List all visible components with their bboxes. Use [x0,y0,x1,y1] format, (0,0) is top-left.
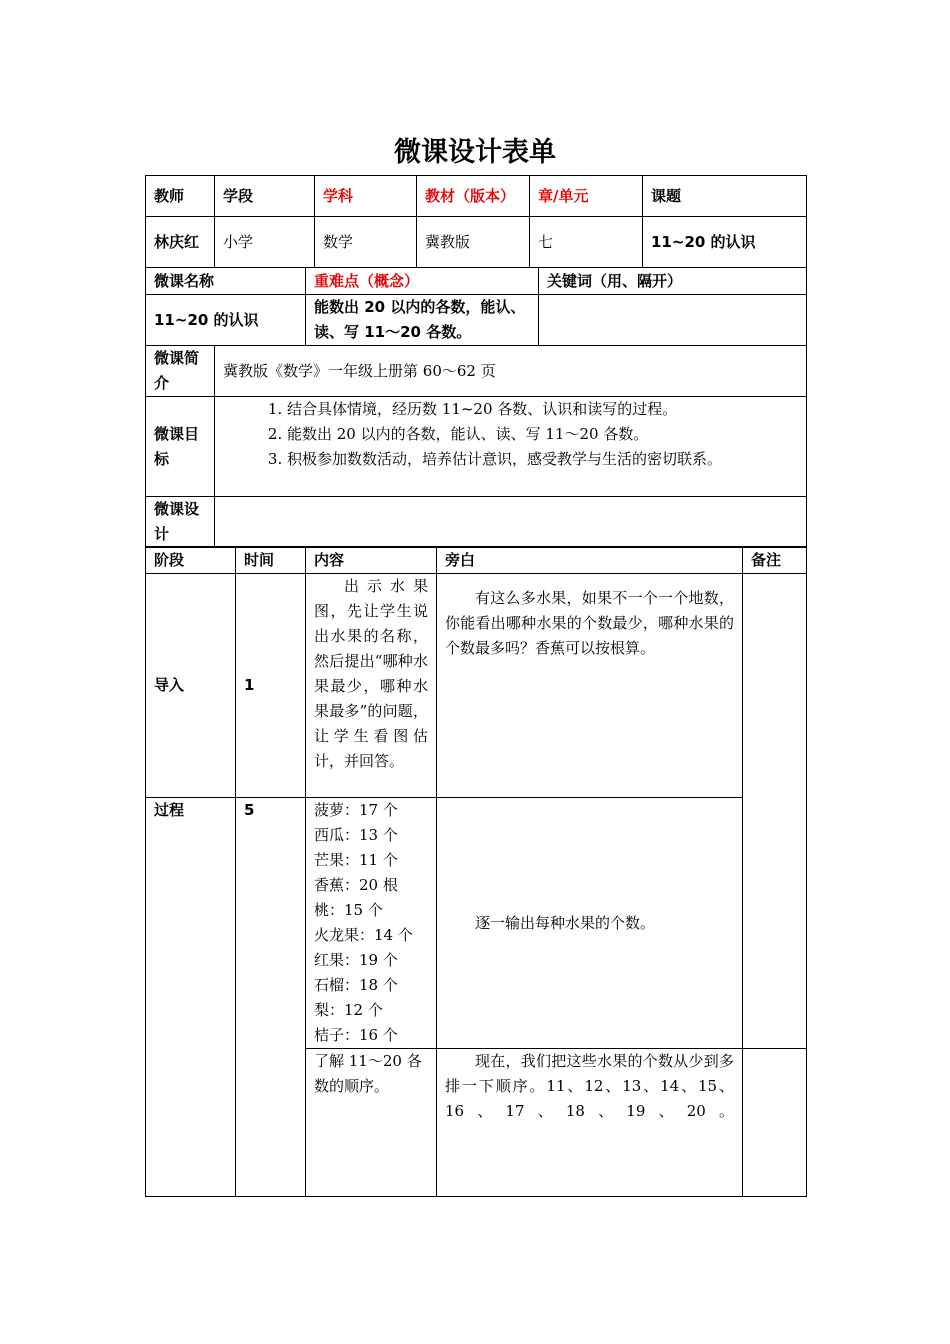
keywords-value [539,295,807,346]
name-table [145,267,807,346]
value-subject: 数学 [315,217,417,268]
info-table [145,175,807,268]
overview-table [145,345,807,548]
header-stage: 学段 [215,176,315,217]
key-point-label: 重难点（概念） [306,268,539,295]
intro-value: 冀教版《数学》一年级上册第 60～62 页 [215,346,807,397]
content-process [306,798,437,1049]
design-value [215,497,807,548]
stage-table [145,546,807,1197]
header-subject: 学科 [315,176,417,217]
value-topic: 11~20 的认识 [643,217,807,268]
goals-list [223,397,798,472]
narration-intro: 有这么多水果，如果不一个一个地数，你能看出哪种水果的个数最少，哪种水果的个数最多吗？香蕉可以按根算。 [437,574,743,798]
value-textbook: 冀教版 [417,217,530,268]
header-teacher: 教师 [146,176,215,217]
goals-cell [215,397,807,497]
document-title: 微课设计表单 [394,137,556,168]
value-chapter: 七 [530,217,643,268]
fruit-count-line: 菠萝：17 个 [314,801,398,819]
fruit-count-line: 芒果：11 个 [314,851,398,869]
stage-process: 过程 [146,798,236,1197]
value-teacher: 林庆红 [146,217,215,268]
header-topic: 课题 [643,176,807,217]
header-textbook: 教材（版本） [417,176,530,217]
goal-item: 3. 积极参加数数活动，培养估计意识，感受教学与生活的密切联系。 [287,447,798,472]
narration-order: 现在，我们把这些水果的个数从少到多排一下顺序。11、12、13、14、15、16、17、18、19、20。 [437,1049,743,1197]
design-label: 微课设计 [146,497,215,548]
header-narration: 旁白 [437,547,743,574]
header-time: 时间 [236,547,306,574]
micro-lesson-name-label: 微课名称 [146,268,306,295]
header-content: 内容 [306,547,437,574]
header-chapter: 章/单元 [530,176,643,217]
goals-label: 微课目标 [146,397,215,497]
content-order: 了解 11～20 各数的顺序。 [306,1049,437,1197]
goal-item: 1. 结合具体情境，经历数 11~20 各数、认识和读写的过程。 [287,397,798,422]
fruit-count-line: 桃：15 个 [314,901,383,919]
remarks-order [743,1049,807,1197]
micro-lesson-name-value: 11~20 的认识 [146,295,306,346]
fruit-count-line: 石榴：18 个 [314,976,398,994]
fruit-count-line: 桔子：16 个 [314,1026,398,1044]
header-phase: 阶段 [146,547,236,574]
goal-item: 2. 能数出 20 以内的各数，能认、读、写 11～20 各数。 [287,422,798,447]
fruit-count-line: 西瓜：13 个 [314,826,398,844]
header-remarks: 备注 [743,547,807,574]
stage-intro: 导入 [146,574,236,798]
fruit-count-line: 香蕉：20 根 [314,876,398,894]
remarks-cell [743,574,807,1049]
keywords-label: 关键词（用、隔开） [539,268,807,295]
content-intro: 出示水果图，先让学生说出水果的名称，然后提出“哪种水果最少，哪种水果最多”的问题，让学生看图估计，并回答。 [306,574,437,798]
fruit-count-line: 红果：19 个 [314,951,398,969]
narration-process: 逐一输出每种水果的个数。 [437,798,743,1049]
fruit-count-line: 梨：12 个 [314,1001,383,1019]
time-intro: 1 [236,574,306,798]
key-point-value: 能数出 20 以内的各数，能认、读、写 11～20 各数。 [306,295,539,346]
fruit-count-line: 火龙果：14 个 [314,926,413,944]
intro-label: 微课简介 [146,346,215,397]
time-process: 5 [236,798,306,1197]
value-stage: 小学 [215,217,315,268]
